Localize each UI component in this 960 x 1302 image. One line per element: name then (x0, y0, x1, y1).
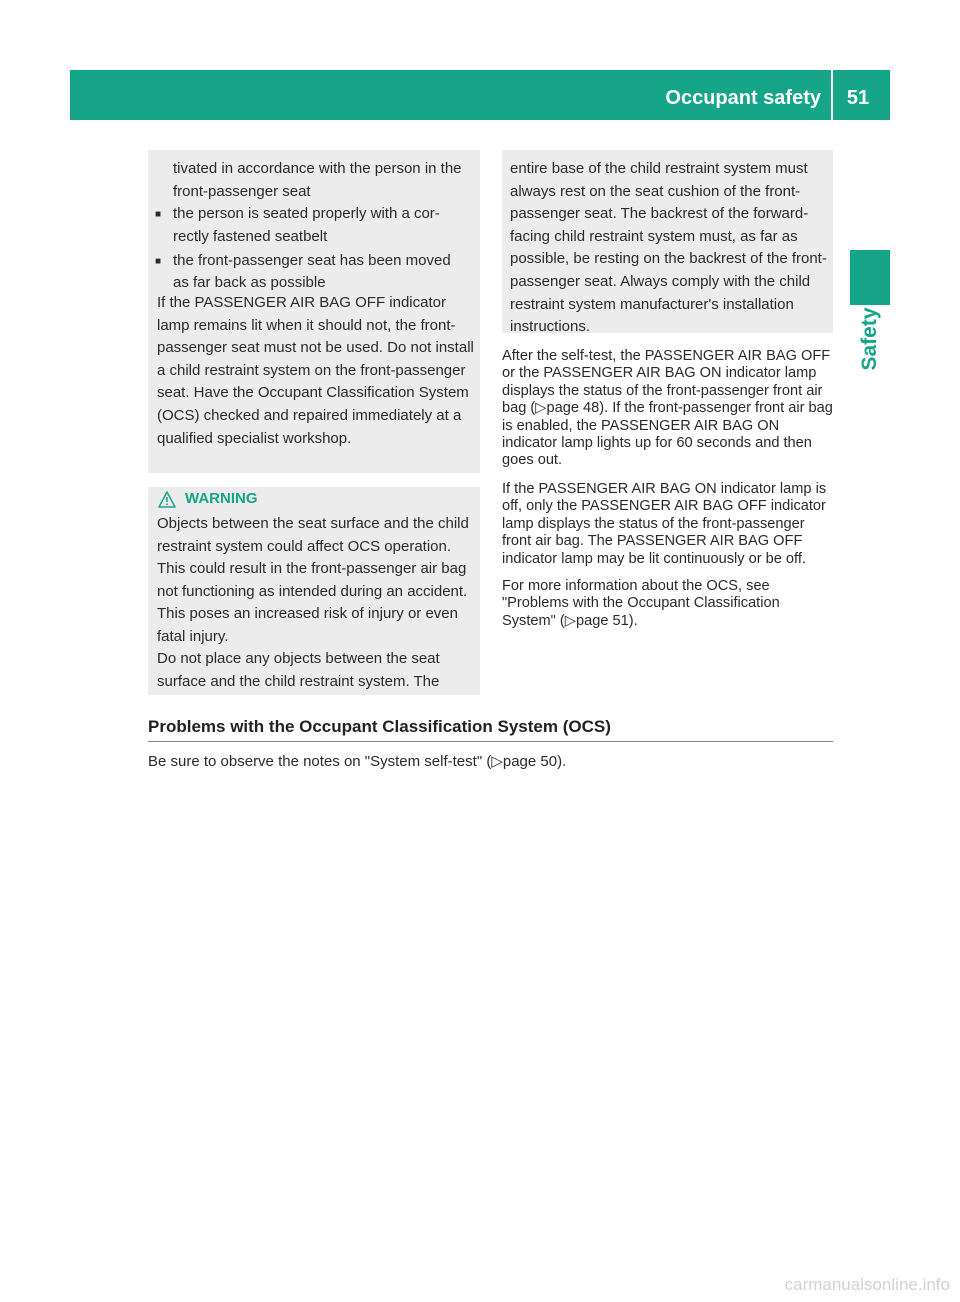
text-run: Be sure to observe the notes on "System self-test" ( (148, 753, 492, 770)
bullet-icon: ■ (155, 256, 162, 267)
box1-line: front-passenger seat (173, 183, 311, 200)
section-body (148, 752, 833, 772)
warning-triangle-icon (158, 491, 176, 513)
box3-paragraph: entire base of the child restraint system must always rest on the seat cushion of the front-passenger seat. The backrest of the forward-facing child restraint system must, as far as possible, be resting on the backrest of the front-passenger seat. Always comply with the child restraint system manufacturer's installation instructions. (510, 160, 827, 336)
warning-title: WARNING (185, 490, 258, 507)
page-number: 51 (846, 87, 870, 109)
box1-line: tivated in accordance with the person in the (173, 160, 462, 177)
body-paragraph: If the PASSENGER AIR BAG ON indicator lamp is off, only the PASSENGER AIR BAG OFF indicator lamp displays the status of the front-passenger front air bag. The PASSENGER AIR BAG OFF indicator lamp may be lit continuously or be off. (502, 481, 827, 567)
page-ref-arrow-icon: ▷ (535, 400, 547, 417)
bullet-item-line: rectly fastened seatbelt (173, 228, 328, 245)
text-run: After the self-test, the PASSENGER AIR BAG OFF or the PASSENGER AIR BAG ON indicator lamp displays the status of the front-passenger front air bag ( (502, 348, 831, 417)
header-title: Occupant safety (665, 87, 821, 109)
side-tab-label: Safety (858, 307, 881, 371)
text-run: For more information about the OCS, see "Problems with the Occupant Classification System" ( (502, 578, 780, 629)
watermark: carmanualsonline.info (784, 1275, 950, 1294)
page-ref-arrow-icon: ▷ (564, 612, 576, 629)
bullet-item-line: the person is seated properly with a cor- (173, 205, 440, 222)
warning-paragraph: Objects between the seat surface and the child restraint system could affect OCS operation. This could result in the front-passenger air bag not functioning as intended during an accident. This poses an increased risk of injury or even fatal injury. (157, 515, 469, 645)
text-run: ). (628, 612, 638, 629)
page-ref-arrow-icon: ▷ (491, 753, 503, 770)
warning-paragraph: Do not place any objects between the seat surface and the child restraint system. The (157, 650, 440, 690)
page-reference-link[interactable]: page 51 (576, 612, 629, 629)
text-run: ). (557, 753, 567, 770)
section-heading: Problems with the Occupant Classification System (OCS) (148, 717, 611, 736)
bullet-icon: ■ (155, 209, 162, 220)
text-run: ). If the front-passenger front air bag is enabled, the PASSENGER AIR BAG ON indicator lamp lights up for 60 seconds and then goes out. (502, 400, 833, 469)
page-reference-link[interactable]: page 48 (546, 400, 600, 417)
bullet-item-line: as far back as possible (173, 274, 326, 291)
box1-paragraph: If the PASSENGER AIR BAG OFF indicator lamp remains lit when it should not, the front-passenger seat must not be used. Do not install a child restraint system on the front-passenger seat. Have the Occupant Classification System (OCS) checked and repaired immediately at a qualified specialist workshop. (157, 294, 474, 447)
bullet-item-line: the front-passenger seat has been moved (173, 252, 451, 269)
page-reference-link[interactable]: page 50 (502, 753, 558, 770)
section-divider (148, 741, 833, 742)
body-paragraph (502, 348, 837, 470)
body-paragraph (502, 578, 837, 630)
